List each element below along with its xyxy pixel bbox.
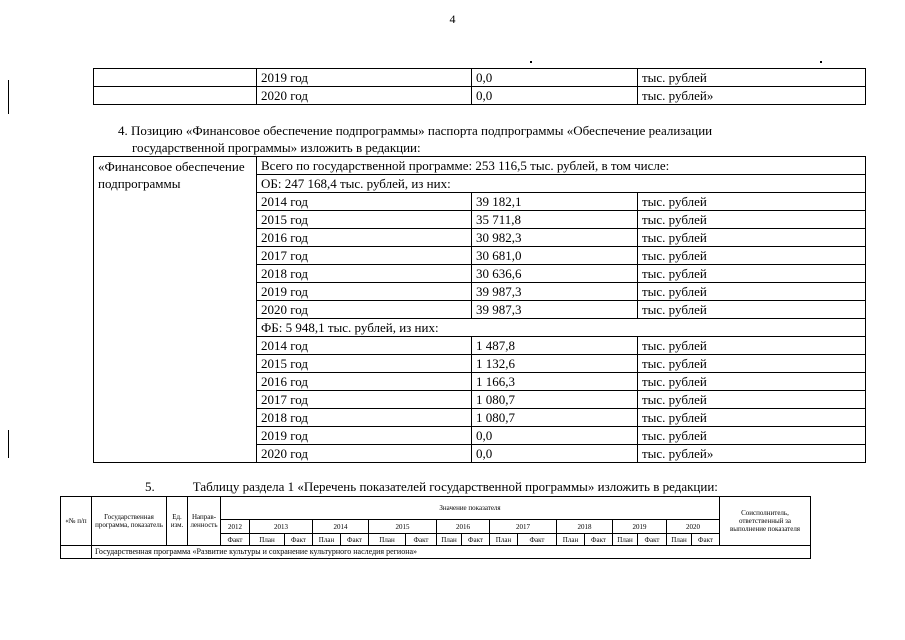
item-4-paragraph bbox=[118, 122, 862, 156]
fb-header-cell: ФБ: 5 948,1 тыс. рублей, из них: bbox=[257, 319, 866, 337]
year-cell: 2019 год bbox=[257, 69, 472, 87]
value-cell: 1 080,7 bbox=[472, 391, 638, 409]
value-cell: 0,0 bbox=[472, 87, 638, 105]
unit-cell: тыс. рублей bbox=[638, 391, 866, 409]
year-cell: 2014 год bbox=[257, 337, 472, 355]
unit-cell: тыс. рублей bbox=[638, 301, 866, 319]
table-row bbox=[94, 69, 866, 87]
finance-label-cell: «Финансовое обеспечение подпрограммы bbox=[94, 157, 257, 463]
item-5-paragraph bbox=[145, 478, 718, 495]
year-cell: 2017 год bbox=[257, 247, 472, 265]
value-cell: 39 987,3 bbox=[472, 283, 638, 301]
total-cell: Всего по государственной программе: 253 116,5 тыс. рублей, в том числе: bbox=[257, 157, 866, 175]
plan-header: План bbox=[557, 534, 585, 546]
scan-mark bbox=[8, 430, 9, 458]
table-cell bbox=[61, 546, 92, 559]
value-cell: 39 182,1 bbox=[472, 193, 638, 211]
year-cell: 2020 год bbox=[257, 87, 472, 105]
item-4-line-1: 4. Позицию «Финансовое обеспечение подпрограммы» паспорта подпрограммы «Обеспечение реализации bbox=[118, 123, 713, 138]
year-cell: 2019 год bbox=[257, 283, 472, 301]
unit-cell: тыс. рублей» bbox=[638, 87, 866, 105]
year-header: 2020 bbox=[667, 520, 720, 534]
plan-header: План bbox=[369, 534, 406, 546]
unit-cell: тыс. рублей bbox=[638, 247, 866, 265]
year-header: 2018 bbox=[557, 520, 613, 534]
value-cell: 1 487,8 bbox=[472, 337, 638, 355]
value-cell: 0,0 bbox=[472, 427, 638, 445]
unit-cell: тыс. рублей bbox=[638, 265, 866, 283]
scan-mark bbox=[8, 80, 9, 114]
fact-header: Факт bbox=[585, 534, 613, 546]
year-header: 2015 bbox=[369, 520, 437, 534]
previous-table-fragment bbox=[93, 68, 866, 105]
value-cell: 0,0 bbox=[472, 69, 638, 87]
table-row bbox=[94, 157, 866, 175]
table-row bbox=[94, 87, 866, 105]
table-row bbox=[61, 546, 811, 559]
table-cell bbox=[94, 87, 257, 105]
col-unit-header: Ед. изм. bbox=[167, 497, 188, 546]
fact-header: Факт bbox=[692, 534, 720, 546]
ob-header-cell: ОБ: 247 168,4 тыс. рублей, из них: bbox=[257, 175, 866, 193]
indicators-table bbox=[60, 496, 811, 559]
scan-mark bbox=[820, 61, 822, 63]
col-executor-header: Соисполнитель, ответственный за выполнение показателя bbox=[720, 497, 811, 546]
unit-cell: тыс. рублей bbox=[638, 69, 866, 87]
unit-cell: тыс. рублей bbox=[638, 211, 866, 229]
plan-header: План bbox=[613, 534, 638, 546]
fact-header: Факт bbox=[462, 534, 490, 546]
col-program-header: Государственная программа, показатель bbox=[92, 497, 167, 546]
value-cell: 1 080,7 bbox=[472, 409, 638, 427]
scan-mark bbox=[530, 61, 532, 63]
plan-header: План bbox=[437, 534, 462, 546]
program-row-cell: Государственная программа «Развитие культуры и сохранение культурного наследия региона» bbox=[92, 546, 811, 559]
plan-header: План bbox=[490, 534, 518, 546]
value-cell: 30 636,6 bbox=[472, 265, 638, 283]
fact-header: Факт bbox=[221, 534, 250, 546]
table-header-row bbox=[61, 497, 811, 520]
fact-header: Факт bbox=[341, 534, 369, 546]
page-number: 4 bbox=[449, 12, 456, 26]
year-cell: 2017 год bbox=[257, 391, 472, 409]
year-header: 2012 bbox=[221, 520, 250, 534]
value-cell: 35 711,8 bbox=[472, 211, 638, 229]
value-cell: 30 982,3 bbox=[472, 229, 638, 247]
year-cell: 2020 год bbox=[257, 301, 472, 319]
unit-cell: тыс. рублей bbox=[638, 283, 866, 301]
unit-cell: тыс. рублей bbox=[638, 229, 866, 247]
value-cell: 30 681,0 bbox=[472, 247, 638, 265]
unit-cell: тыс. рублей bbox=[638, 373, 866, 391]
value-cell: 1 132,6 bbox=[472, 355, 638, 373]
plan-header: План bbox=[313, 534, 341, 546]
col-values-header: Значение показателя bbox=[221, 497, 720, 520]
unit-cell: тыс. рублей bbox=[638, 337, 866, 355]
year-cell: 2015 год bbox=[257, 211, 472, 229]
year-header: 2016 bbox=[437, 520, 490, 534]
value-cell: 1 166,3 bbox=[472, 373, 638, 391]
year-header: 2013 bbox=[250, 520, 313, 534]
year-cell: 2018 год bbox=[257, 409, 472, 427]
value-cell: 39 987,3 bbox=[472, 301, 638, 319]
plan-header: План bbox=[667, 534, 692, 546]
plan-header: План bbox=[250, 534, 285, 546]
fact-header: Факт bbox=[638, 534, 667, 546]
unit-cell: тыс. рублей» bbox=[638, 445, 866, 463]
item-5-text: Таблицу раздела 1 «Перечень показателей государственной программы» изложить в редакции: bbox=[192, 479, 718, 494]
year-cell: 2019 год bbox=[257, 427, 472, 445]
col-num-header: «№ п/п bbox=[61, 497, 92, 546]
year-cell: 2014 год bbox=[257, 193, 472, 211]
table-cell bbox=[94, 69, 257, 87]
year-cell: 2016 год bbox=[257, 229, 472, 247]
year-header: 2014 bbox=[313, 520, 369, 534]
finance-table bbox=[93, 156, 866, 463]
year-header: 2019 bbox=[613, 520, 667, 534]
year-cell: 2016 год bbox=[257, 373, 472, 391]
year-cell: 2020 год bbox=[257, 445, 472, 463]
fact-header: Факт bbox=[285, 534, 313, 546]
fact-header: Факт bbox=[518, 534, 557, 546]
item-4-line-2: государственной программы» изложить в редакции: bbox=[132, 140, 421, 155]
unit-cell: тыс. рублей bbox=[638, 355, 866, 373]
item-5-number: 5. bbox=[145, 479, 155, 494]
value-cell: 0,0 bbox=[472, 445, 638, 463]
unit-cell: тыс. рублей bbox=[638, 427, 866, 445]
unit-cell: тыс. рублей bbox=[638, 409, 866, 427]
unit-cell: тыс. рублей bbox=[638, 193, 866, 211]
col-direction-header: Направ-ленность bbox=[188, 497, 221, 546]
year-header: 2017 bbox=[490, 520, 557, 534]
year-cell: 2015 год bbox=[257, 355, 472, 373]
fact-header: Факт bbox=[406, 534, 437, 546]
year-cell: 2018 год bbox=[257, 265, 472, 283]
